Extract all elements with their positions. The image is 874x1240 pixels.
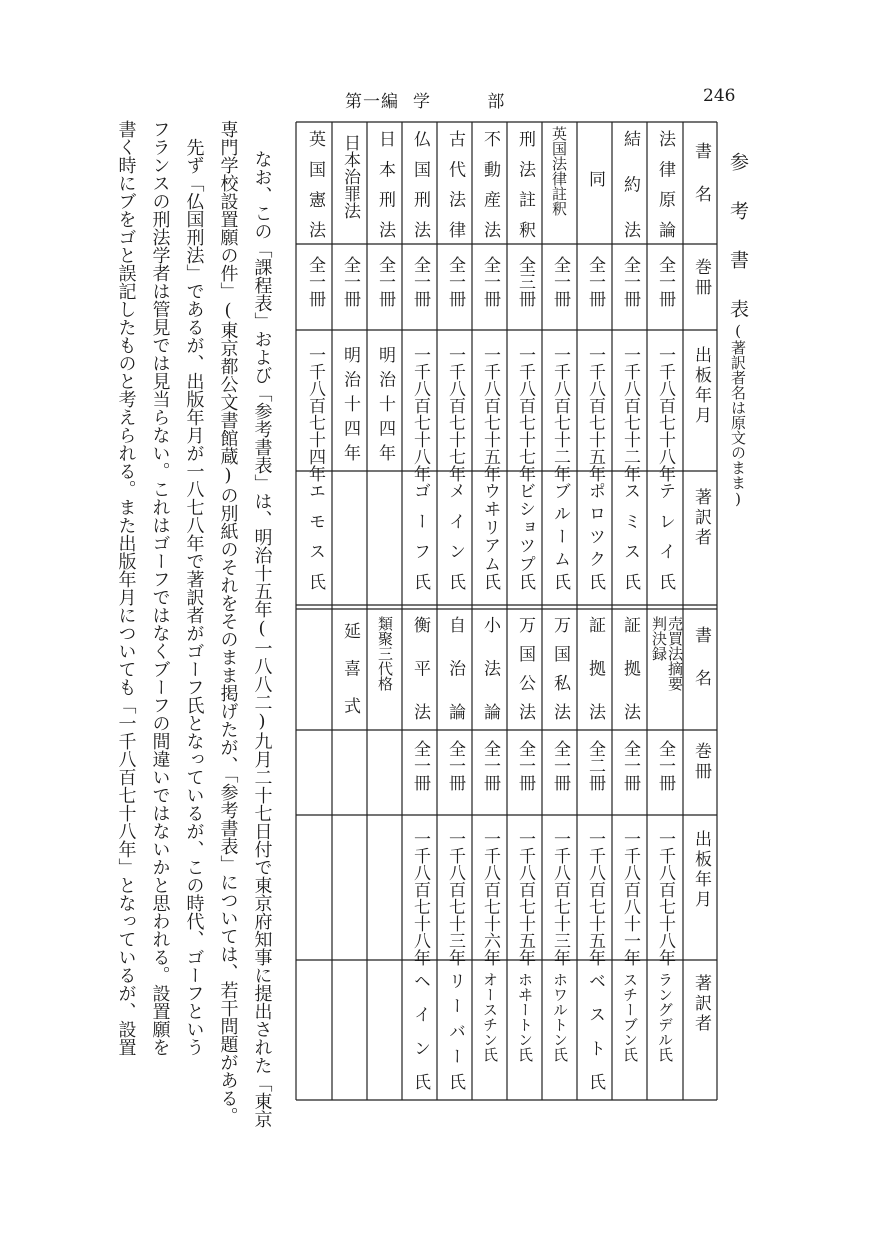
volume-count: 全一冊 (340, 256, 360, 307)
book-title: 小法論 (480, 616, 500, 720)
book-title: 英国憲法 (305, 130, 325, 238)
section-label: 学 部 (413, 92, 531, 112)
publish-year: 一千八百七十六年 (480, 830, 500, 966)
book-title: 日本治罪法 (340, 134, 360, 219)
book-title: 衡平法 (410, 616, 430, 720)
header-year-lower: 出板年月 (691, 830, 711, 910)
volume-count: 全一冊 (515, 740, 535, 791)
header-translator-lower: 著訳者 (691, 974, 711, 1034)
publish-year: 一千八百七十二年 (620, 346, 640, 482)
translator-name: ウヰリアム氏 (480, 482, 500, 590)
translator-name: エモス氏 (305, 482, 325, 590)
translator-name: リーバー氏 (445, 972, 465, 1090)
table-title: 参 考 書 表 (727, 152, 749, 322)
book-title: 類聚三代格 (376, 616, 394, 691)
publish-year: 一千八百七十五年 (480, 346, 500, 482)
volume-count: 全一冊 (585, 256, 605, 307)
header-translator-upper: 著訳者 (691, 488, 711, 548)
volume-count: 全一冊 (480, 256, 500, 307)
publish-year: 一千八百七十三年 (445, 830, 465, 966)
page-number: 246 (703, 86, 736, 106)
book-title: 万国公法 (515, 616, 535, 720)
publish-year: 一千八百七十五年 (585, 346, 605, 482)
book-title: 英国法律註釈 (550, 126, 568, 216)
publish-year: 一千八百七十五年 (585, 830, 605, 966)
book-title: 仏国刑法 (410, 130, 430, 238)
body-line: 書く時にブをゴと誤記したものと考えられる。また出版年月についても「一千八百七十八年」となっているが、設置 (115, 120, 137, 1056)
volume-count: 全一冊 (410, 256, 430, 307)
translator-name: ブルーム氏 (550, 482, 570, 590)
translator-name: オースチン氏 (481, 972, 499, 1062)
book-title: 古代法律 (445, 130, 465, 238)
book-title: 証拠法 (585, 616, 605, 720)
translator-name: スチーブン氏 (621, 972, 639, 1062)
publish-year: 一千八百七十八年 (410, 346, 430, 482)
body-line: 専門学校設置願の件」(東京都公文書館蔵)の別紙のそれをそのまま掲げたが、「参考書表」については、若干問題がある。 (217, 120, 239, 1125)
translator-name: ラングデル氏 (656, 972, 674, 1062)
volume-count: 全二冊 (585, 740, 605, 791)
body-line: フランスの刑法学者は管見では見当らない。これはゴーフではなくブーフの間違いではないかと思われる。設置願を (149, 120, 171, 1056)
volume-count: 全一冊 (305, 256, 325, 307)
volume-count: 全一冊 (550, 256, 570, 307)
volume-count: 全一冊 (410, 740, 430, 791)
publish-year: 一千八百八十一年 (620, 830, 640, 966)
chapter-label: 第一編 (345, 92, 399, 112)
book-title: 自治論 (445, 616, 465, 720)
book-title: 刑法註釈 (515, 130, 535, 238)
header-title-lower: 書 名 (691, 626, 711, 689)
volume-count: 全三冊 (515, 256, 535, 307)
volume-count: 全一冊 (480, 740, 500, 791)
translator-name: メイン氏 (445, 482, 465, 590)
body-line: 先ず「仏国刑法」であるが、出版年月が一八七八年で著訳者がゴーフ氏となっているが、この時代、ゴーフという (183, 138, 205, 1056)
publish-year: 一千八百七十二年 (550, 346, 570, 482)
volume-count: 全一冊 (655, 256, 675, 307)
volume-count: 全一冊 (375, 256, 395, 307)
publish-year: 一千八百七十三年 (550, 830, 570, 966)
body-line: なお、この「課程表」および「参考書表」は、明治十五年(一八八二)九月二十七日付で東京府知事に提出された「東京 (251, 150, 273, 1128)
book-title: 売買法摘要 (666, 616, 684, 691)
book-title: 証拠法 (620, 616, 640, 720)
publish-year: 一千八百七十八年 (655, 346, 675, 482)
volume-count: 全一冊 (620, 256, 640, 307)
volume-count: 全一冊 (445, 740, 465, 791)
translator-name: ホワルトン氏 (551, 972, 569, 1062)
publish-year: 明治十四年 (340, 346, 360, 461)
book-title: 結約法 (620, 130, 640, 238)
header-volumes-lower: 巻冊 (691, 742, 711, 782)
header-year-upper: 出板年月 (691, 346, 711, 426)
publish-year: 一千八百七十四年 (305, 346, 325, 482)
book-title: 法律原論 (655, 130, 675, 238)
book-title: 同 (585, 170, 605, 187)
volume-count: 全一冊 (550, 740, 570, 791)
translator-name: ホヰートン氏 (516, 972, 534, 1062)
translator-name: ビショツプ氏 (515, 482, 535, 590)
translator-name: スミス氏 (620, 482, 640, 590)
volume-count: 全一冊 (445, 256, 465, 307)
volume-count: 全一冊 (620, 740, 640, 791)
header-title-upper: 書 名 (691, 142, 711, 205)
translator-name: ポロツク氏 (585, 482, 605, 590)
publish-year: 一千八百七十七年 (515, 346, 535, 482)
book-title: 万国私法 (550, 616, 570, 720)
table-note: (著訳者名は原文のまま) (729, 322, 747, 508)
book-title: 延喜式 (340, 622, 360, 714)
publish-year: 一千八百七十八年 (655, 830, 675, 966)
translator-name: ベスト氏 (585, 972, 605, 1090)
translator-name: ヘイン氏 (410, 972, 430, 1090)
book-title: 日本刑法 (375, 130, 395, 238)
volume-count: 全一冊 (655, 740, 675, 791)
publish-year: 一千八百七十八年 (410, 830, 430, 966)
publish-year: 一千八百七十五年 (515, 830, 535, 966)
book-title: 不動産法 (480, 130, 500, 238)
publish-year: 明治十四年 (375, 346, 395, 461)
translator-name: テレイ氏 (655, 482, 675, 590)
publish-year: 一千八百七十七年 (445, 346, 465, 482)
book-title: 判決録 (650, 616, 668, 661)
translator-name: ゴーフ氏 (410, 482, 430, 590)
header-volumes-upper: 巻冊 (691, 258, 711, 298)
